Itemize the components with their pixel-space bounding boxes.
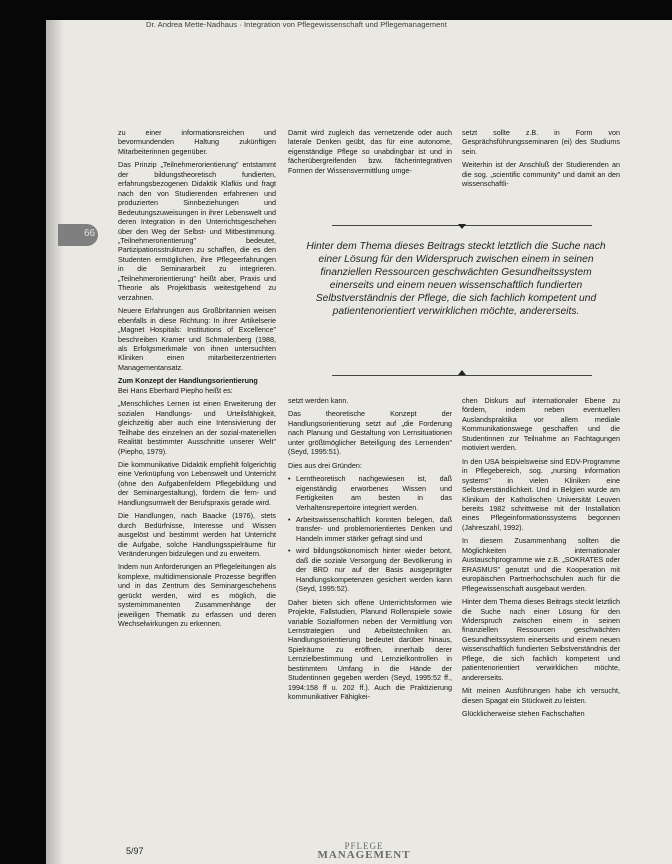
paragraph: Das Prinzip „Teilnehmerorientierung" entstammt der bildungstheoretisch fundierten, erfahrungsbezogenen Didaktik Klafkis und fragt nach den von Studierenden erfahrenen und produzierten Sinnbeziehungen und Bedeutungszuweisungen in ihrer Lebenswelt und deren Integration in den Unterrichtsgeschehen über den Weg der Selbst- und Mitbestimmung. „Teilnehmerorientierung" bedeutet, Partizipationsstrukturen zu schaffen, die es den Studenten ermöglichen, ihre Pflegeerfahrungen in die Seminararbeit zu integrieren. „Teilnehmerorientierung" heißt aber, Praxis und Theorie als Projektbasis weitestgehend zu verzahnen.: [118, 160, 276, 302]
paragraph: Mit meinen Ausführungen habe ich versucht, diesen Spagat ein Stückweit zu leisten.: [462, 686, 620, 705]
list-item: • Lerntheoretisch nachgewiesen ist, daß eigenständig erworbenes Wissen und Fertigkeiten am besten in das Verhaltensrepertoire integriert werden.: [288, 474, 452, 512]
pullquote: Hinter dem Thema dieses Beitrags steckt letztlich die Suche nach einer Lösung für den Widerspruch zwischen einem in seinen finanziellen Ressourcen geschwächten Gesundheitssystem einerseits und einem neuen wissenschaftlich fundierten Selbstverständnis der Pflege, die sich fachlich kompetent und patientenorientiert verwirklichen möchte, andererseits.: [306, 241, 606, 318]
paragraph: Indem nun Anforderungen an Pflegeleitungen als komplexe, multidimensionale Prozesse begriffen und in das Zentrum des Seminargeschehens gerückt werden, wird es möglich, die systemimmanenten Zusammenhänge der jeweiligen Thematik zu erfassen und deren Wechselwirkungen zu erkennen.: [118, 562, 276, 629]
journal-logo: [304, 842, 424, 860]
text-column-left: [118, 128, 276, 843]
logo-top-text: PFLEGE: [344, 841, 384, 851]
text-column-middle-top: [288, 128, 452, 198]
paragraph: setzt werden kann.: [288, 396, 349, 405]
paragraph: Damit wird zugleich das vernetzende oder auch laterale Denken geübt, das für eine autonome, eigenständige Pflege so unabdingbar ist und in fächerübergreifenden bzw. fächerintegrativen Formen der Wissensvermittlung umge-: [288, 128, 452, 175]
paragraph: Die kommunikative Didaktik empfiehlt folgerichtig eine Verknüpfung von Lebenswelt und Unterricht (ohne den Aufgabenfeldern Pflegebildung und der Seminargestaltung), fördern die fern- und Handlungsumwelt der Berufspraxis gerade wird.: [118, 459, 276, 507]
triangle-up-icon: [458, 370, 466, 375]
paragraph: Neuere Erfahrungen aus Großbritannien weisen ebenfalls in diese Richtung: In ihrer Artikelserie „Magnet Hospitals: Institutions of Excellence" beschreiben Kramer und Schmalenberg (1988, als Erfolgsmerkmale von ihnen untersuchten Kliniken einen mitarbeiterzentrierten Managementansatz.: [118, 306, 276, 372]
section-heading: Zum Konzept der Handlungsorientierung: [118, 376, 258, 386]
paragraph: Die Handlungen, nach Baacke (1976), stets durch Bedürfnisse, Interesse und Wissen ausgelöst und bestimmt werden hat Unterricht die Aufgabe, solche Handlungsspielräume für Veränderungen bidzulegen und zu erweitern.: [118, 511, 276, 559]
paragraph: Daher bieten sich offene Unterrichtsformen wie Projekte, Fallstudien, Planund Rollenspiele sowie variable Sozialformen neben der Vermittlung von Lernstrategien und Arbeitstechniken an. Handlungsorientierung bedeutet darüber hinaus, Spielräume zu eröffnen, innerhalb derer Lernzielbestimmung und Lernzielkontrollen in bestimmtem Umfang in die Hände der Studentinnen gegeben werden (Seyd, 1995:52 ff., 1994:158 ff u. 202 ff.). Auch die Praktizierung kommunikativer Fähigkei-: [288, 597, 452, 702]
paragraph: Weiterhin ist der Anschluß der Studierenden an die sog. „scientific community" und damit an den wissenschaftli-: [462, 160, 620, 189]
page-number: 5/97: [126, 846, 144, 856]
quote-paragraph: „Menschliches Lernen ist einen Erweiterung der sozialen Handlungs- und Urteilsfähigkeit, gleichzeitig aber auch eine Intensivierung der Teilhabe des einzelnen an der sozial-materiellen Realität bestimmter Ausschnitte unserer Welt" (Piepho, 1979).: [118, 399, 276, 456]
bullet-list: [288, 474, 452, 593]
paragraph: Das theoretische Konzept der Handlungsorientierung setzt auf „die Forderung nach Planung und Gestaltung von Lernsituationen unter größtmöglicher Beteiligung des Lernenden" (Seyd, 1995:51).: [288, 409, 452, 457]
paragraph: Glücklicherweise stehen Fachschaften: [462, 709, 585, 719]
paragraph: Dies aus drei Gründen:: [288, 460, 362, 470]
text-column-right: [462, 396, 620, 846]
triangle-down-icon: [458, 224, 466, 229]
text-column-middle: [288, 396, 452, 846]
paragraph: In diesem Zusammenhang sollten die Möglichkeiten internationaler Austauschprogramme wie z.B. „SOKRATES oder ERASMUS" genutzt und die Kooperation mit europäischen Partnerhochschulen auch für die Pflegewissenschaft ausgebaut werden.: [462, 536, 620, 593]
paragraph: zu einer informationsreichen und bevormundenden Haltung zukünftigen Mitarbeiterinnen gegenüber.: [118, 128, 276, 156]
pullquote-top-rule: [332, 225, 592, 226]
paragraph: In den USA beispielsweise sind EDV-Programme in Pflegebereich, sog. „nursing information systems" in vielen Kliniken eine Selbstverständlichkeit. Und in Belgien wurde am Klinikum der Katholischen Universität Leuven bereits 1982 schrittweise mit der Installation eines Pflegeinformationssystems begonnen (Jahreszahl, 1992).: [462, 456, 620, 532]
journal-page: [46, 20, 672, 864]
logo-bottom-text: MANAGEMENT: [317, 849, 411, 861]
paragraph: Bei Hans Eberhard Piepho heißt es:: [118, 385, 233, 395]
paragraph: setzt sollte z.B. in Form von Gesprächsführungsseminaren (ei) des Studiums sein.: [462, 128, 620, 156]
paragraph: Hinter dem Thema dieses Beitrags steckt letztlich die Suche nach einer Lösung für den Widerspruch zwischen einem in seinen finanziellen Ressourcen geschwächten Gesundheitssystem einerseits und einem neuen wissenschaftlich fundierten Selbstverständnis der Pflege, die sich fachlich kompetent und patientenorientiert verwirklichen möchte, andererseits.: [462, 597, 620, 682]
page-margin-marker: [58, 224, 98, 246]
running-header: Dr. Andrea Mette-Nadhaus · Integration von Pflegewissenschaft und Pflegemanagement: [146, 20, 447, 29]
list-item: • wird bildungsökonomisch hinter wieder betont, daß die soziale Versorgung der Bevölkerung in der BRD nur auf der Basis ausgeprägter Handlungskompetenzen gesichert werden kann (Seyd, 1995:52).: [288, 546, 452, 593]
pullquote-bottom-rule: [332, 375, 592, 376]
margin-marker-label: 66: [84, 228, 96, 239]
list-item: • Arbeitswissenschaftlich konnten belegen, daß transfer- und problemorientiertes Denken und Handeln immer stärker gefragt sind und: [288, 515, 452, 543]
paragraph: chen Diskurs auf internationaler Ebene zu fördern, indem neben eventuellen Auslandspraktika vor allem mediale Kommunikationswege geschaffen und die Studentinnen zur Teilnahme an Fachtagungen motiviert werden.: [462, 396, 620, 453]
text-column-right-top: [462, 128, 620, 198]
